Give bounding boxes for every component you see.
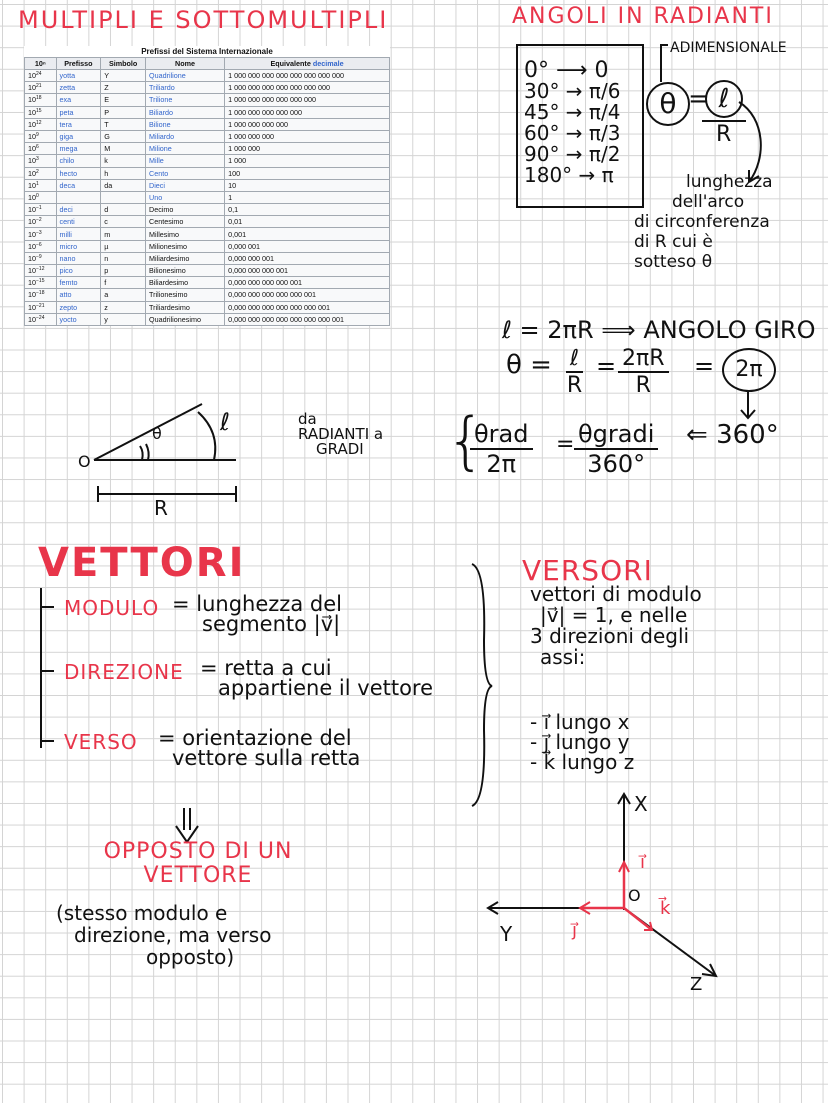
prefix-link[interactable]: yotta [56, 70, 101, 82]
power-cell: $10^{-6}$ [25, 240, 57, 252]
symbol-cell: n [101, 252, 146, 264]
power-cell: $10^{-24}$ [25, 313, 57, 325]
angle-conversion-row: 180° → π [524, 163, 614, 187]
degree-radian-box [516, 44, 644, 208]
decimal-cell: 100 [225, 167, 390, 179]
decimal-cell: 0,000 000 000 000 000 001 [225, 289, 390, 301]
prefix-link[interactable]: exa [56, 94, 101, 106]
versori-list [530, 712, 634, 772]
property-key: MODULO [64, 596, 160, 620]
name-cell: Milionesimo [146, 240, 225, 252]
adimensionale-bracket [660, 44, 668, 82]
table-row [25, 228, 390, 240]
table-row [25, 167, 390, 179]
power-cell: $10^{-2}$ [25, 216, 57, 228]
name-cell: Triliardesimo [146, 301, 225, 313]
table-row [25, 301, 390, 313]
decimal-cell: 0,001 [225, 228, 390, 240]
axis-x-label: X [634, 792, 648, 816]
symbol-cell: G [101, 130, 146, 142]
table-header-row [25, 58, 390, 70]
versor-i-label: i⃗ [640, 852, 646, 873]
prefix-link[interactable]: milli [56, 228, 101, 240]
right-brace-icon [468, 560, 498, 810]
table-row [25, 94, 390, 106]
name-cell[interactable]: Triliardo [146, 82, 225, 94]
decimal-cell: 0,000 000 000 000 000 000 001 [225, 301, 390, 313]
prefix-link[interactable]: giga [56, 130, 101, 142]
power-cell: $10^{12}$ [25, 118, 57, 130]
heading-opposto: OPPOSTO DI UN VETTORE [103, 839, 293, 888]
decimal-cell: 1 000 000 000 000 000 [225, 106, 390, 118]
prefix-link[interactable]: mega [56, 143, 101, 155]
symbol-cell: p [101, 265, 146, 277]
table-row [25, 82, 390, 94]
table-caption: Prefissi del Sistema Internazionale [141, 47, 273, 56]
fraction-theta-deg: θgradi 360° [574, 420, 658, 478]
two-pi-circle: 2π [722, 348, 776, 392]
property-desc: = orientazione del vettore sulla retta [158, 726, 361, 770]
table-row [25, 289, 390, 301]
arc-length-note: lunghezza dell'arco di circonferenza di R cui è sotteso θ [634, 172, 773, 272]
property-desc: = retta a cui appartiene il vettore [200, 656, 434, 700]
power-cell: $10^{-18}$ [25, 289, 57, 301]
prefix-link[interactable]: zetta [56, 82, 101, 94]
angle-conversion-row: 60° → π/3 [524, 121, 621, 145]
tree-line [40, 588, 42, 748]
decimal-cell: 10 [225, 179, 390, 191]
left-brace: { [446, 404, 486, 477]
symbol-cell: P [101, 106, 146, 118]
table-row [25, 70, 390, 82]
decimal-cell: 0,000 001 [225, 240, 390, 252]
header-name: Nome [146, 58, 225, 70]
prefix-link[interactable]: deca [56, 179, 101, 191]
full-angle-formula: ℓ = 2πR ⟹ ANGOLO GIRO [502, 316, 816, 344]
power-cell: $10^{-9}$ [25, 252, 57, 264]
power-cell: $10^{-15}$ [25, 277, 57, 289]
symbol-cell: µ [101, 240, 146, 252]
symbol-cell: f [101, 277, 146, 289]
power-cell: $10^1$ [25, 179, 57, 191]
power-cell: $10^{-21}$ [25, 301, 57, 313]
heading-vettori: VETTORI [38, 540, 246, 586]
symbol-cell: y [101, 313, 146, 325]
decimal-cell: 1 000 000 000 000 000 000 [225, 94, 390, 106]
symbol-cell: E [101, 94, 146, 106]
prefix-link[interactable]: peta [56, 106, 101, 118]
name-cell[interactable]: Milione [146, 143, 225, 155]
name-cell: Millesimo [146, 228, 225, 240]
name-cell[interactable]: Trilione [146, 94, 225, 106]
prefix-link[interactable]: centi [56, 216, 101, 228]
table-row [25, 216, 390, 228]
prefix-link[interactable]: hecto [56, 167, 101, 179]
power-cell: $10^{24}$ [25, 70, 57, 82]
versori-description: vettori di modulo |v⃗| = 1, e nelle 3 direzioni degli assi: [530, 582, 702, 669]
cartesian-axes-diagram [480, 790, 740, 1000]
decimal-link[interactable]: decimale [312, 59, 344, 68]
implies-360: ⇐ 360° [686, 420, 779, 450]
table-row [25, 106, 390, 118]
prefix-link[interactable]: chilo [56, 155, 101, 167]
name-cell: Centesimo [146, 216, 225, 228]
decimal-cell: 1 000 [225, 155, 390, 167]
power-cell: $10^{-1}$ [25, 204, 57, 216]
table-row [25, 204, 390, 216]
prefix-link[interactable]: zepto [56, 301, 101, 313]
name-cell[interactable]: Biliardo [146, 106, 225, 118]
decimal-cell: 1 000 000 000 [225, 130, 390, 142]
power-cell: $10^{18}$ [25, 94, 57, 106]
decimal-cell: 1 [225, 191, 390, 203]
power-cell: $10^{-3}$ [25, 228, 57, 240]
origin-label: O [78, 452, 91, 471]
symbol-cell [101, 191, 146, 203]
name-cell: Trilionesimo [146, 289, 225, 301]
table-row [25, 252, 390, 264]
header-prefix: Prefisso [56, 58, 101, 70]
conversion-label: da RADIANTI a GRADI [298, 410, 384, 458]
symbol-cell: d [101, 204, 146, 216]
symbol-cell: Z [101, 82, 146, 94]
name-cell: Bilionesimo [146, 265, 225, 277]
table-row [25, 313, 390, 325]
radius-label: R [154, 496, 168, 520]
axis-z-label: Z [690, 974, 703, 995]
prefix-link[interactable]: deci [56, 204, 101, 216]
table-row [25, 265, 390, 277]
decimal-cell: 0,01 [225, 216, 390, 228]
symbol-cell: M [101, 143, 146, 155]
arc-length-circle: ℓ [705, 80, 743, 118]
prefix-link[interactable]: tera [56, 118, 101, 130]
name-cell[interactable]: Quadrilione [146, 70, 225, 82]
decimal-cell: 1 000 000 000 000 [225, 118, 390, 130]
decimal-cell: 0,1 [225, 204, 390, 216]
table-row [25, 240, 390, 252]
name-cell: Biliardesimo [146, 277, 225, 289]
table-row [25, 143, 390, 155]
table-row [25, 179, 390, 191]
decimal-cell: 1 000 000 000 000 000 000 000 [225, 82, 390, 94]
prefix-link[interactable]: yocto [56, 313, 101, 325]
prefix-link[interactable]: nano [56, 252, 101, 264]
property-key: VERSO [64, 730, 138, 754]
symbol-cell: z [101, 301, 146, 313]
si-prefix-table [24, 46, 390, 326]
fraction-theta-rad: θrad 2π [470, 420, 533, 478]
symbol-cell: T [101, 118, 146, 130]
heading-versori: VERSORI [522, 554, 653, 587]
name-cell[interactable]: Mille [146, 155, 225, 167]
power-cell: $10^0$ [25, 191, 57, 203]
power-cell: $10^3$ [25, 155, 57, 167]
table-row [25, 277, 390, 289]
power-cell: $10^6$ [25, 143, 57, 155]
versor-k-label: k⃗ [660, 898, 671, 919]
prefix-link[interactable]: femto [56, 277, 101, 289]
table-row [25, 155, 390, 167]
decimal-cell: 0,000 000 000 000 001 [225, 277, 390, 289]
versor-k: - k⃗ lungo z [530, 750, 635, 774]
name-cell[interactable]: Dieci [146, 179, 225, 191]
power-cell: $10^2$ [25, 167, 57, 179]
power-cell: $10^{15}$ [25, 106, 57, 118]
symbol-cell: m [101, 228, 146, 240]
versor-i: - i⃗ lungo x [530, 710, 630, 734]
table-row [25, 191, 390, 203]
name-cell[interactable]: Bilione [146, 118, 225, 130]
prefix-link[interactable]: pico [56, 265, 101, 277]
prefix-link[interactable] [56, 191, 101, 203]
property-desc: = lunghezza del segmento |v⃗| [172, 592, 342, 636]
name-cell: Decimo [146, 204, 225, 216]
axis-origin-label: O [628, 886, 641, 905]
versor-j: - j⃗ lungo y [530, 730, 630, 754]
symbol-cell: c [101, 216, 146, 228]
theta-label: θ [152, 424, 162, 443]
table-row [25, 130, 390, 142]
header-symbol: Simbolo [101, 58, 146, 70]
heading-angoli: ANGOLI IN RADIANTI [512, 4, 774, 29]
down-arrow-icon [738, 392, 758, 422]
power-cell: $10^9$ [25, 130, 57, 142]
axis-y-label: Y [500, 922, 513, 946]
decimal-cell: 0,000 000 000 001 [225, 265, 390, 277]
header-power: 10ⁿ [25, 58, 57, 70]
theta-equals: θ = [506, 350, 552, 380]
prefix-link[interactable]: micro [56, 240, 101, 252]
symbol-cell: h [101, 167, 146, 179]
radius-symbol: R [716, 122, 732, 147]
angle-conversion-row: 90° → π/2 [524, 142, 621, 166]
versor-j-label: j⃗ [572, 920, 578, 941]
power-cell: $10^{21}$ [25, 82, 57, 94]
name-cell[interactable]: Cento [146, 167, 225, 179]
opposto-description: (stesso modulo e direzione, ma verso opposto) [56, 901, 272, 969]
decimal-cell: 0,000 000 000 000 000 000 000 001 [225, 313, 390, 325]
property-key: DIREZIONE [64, 660, 184, 684]
decimal-cell: 0,000 000 001 [225, 252, 390, 264]
prefix-table [24, 57, 390, 326]
name-cell: Miliardesimo [146, 252, 225, 264]
arc-label: ℓ [220, 408, 230, 436]
angle-conversion-row: 45° → π/4 [524, 100, 621, 124]
symbol-cell: a [101, 289, 146, 301]
name-cell[interactable]: Miliardo [146, 130, 225, 142]
name-cell[interactable]: Uno [146, 191, 225, 203]
equals-sign: = [688, 84, 710, 114]
prefix-link[interactable]: atto [56, 289, 101, 301]
symbol-cell: Y [101, 70, 146, 82]
decimal-cell: 1 000 000 [225, 143, 390, 155]
symbol-cell: k [101, 155, 146, 167]
power-cell: $10^{-12}$ [25, 265, 57, 277]
fraction-2pir-over-r: $\frac{2\pi R}{R}$ [618, 346, 669, 398]
theta-circle: θ [646, 82, 690, 126]
angle-conversion-row: 30° → π/6 [524, 79, 621, 103]
heading-multipli: MULTIPLI E SOTTOMULTIPLI [18, 6, 389, 34]
symbol-cell: da [101, 179, 146, 191]
fraction-l-over-r: ℓ R [566, 346, 583, 398]
name-cell: Quadrilionesimo [146, 313, 225, 325]
adimensionale-label: ADIMENSIONALE [670, 40, 787, 56]
decimal-cell: 1 000 000 000 000 000 000 000 000 [225, 70, 390, 82]
angle-conversion-row: 0° ⟶ 0 [524, 58, 609, 83]
table-row [25, 118, 390, 130]
header-equivalent: Equivalente decimale [225, 58, 390, 70]
